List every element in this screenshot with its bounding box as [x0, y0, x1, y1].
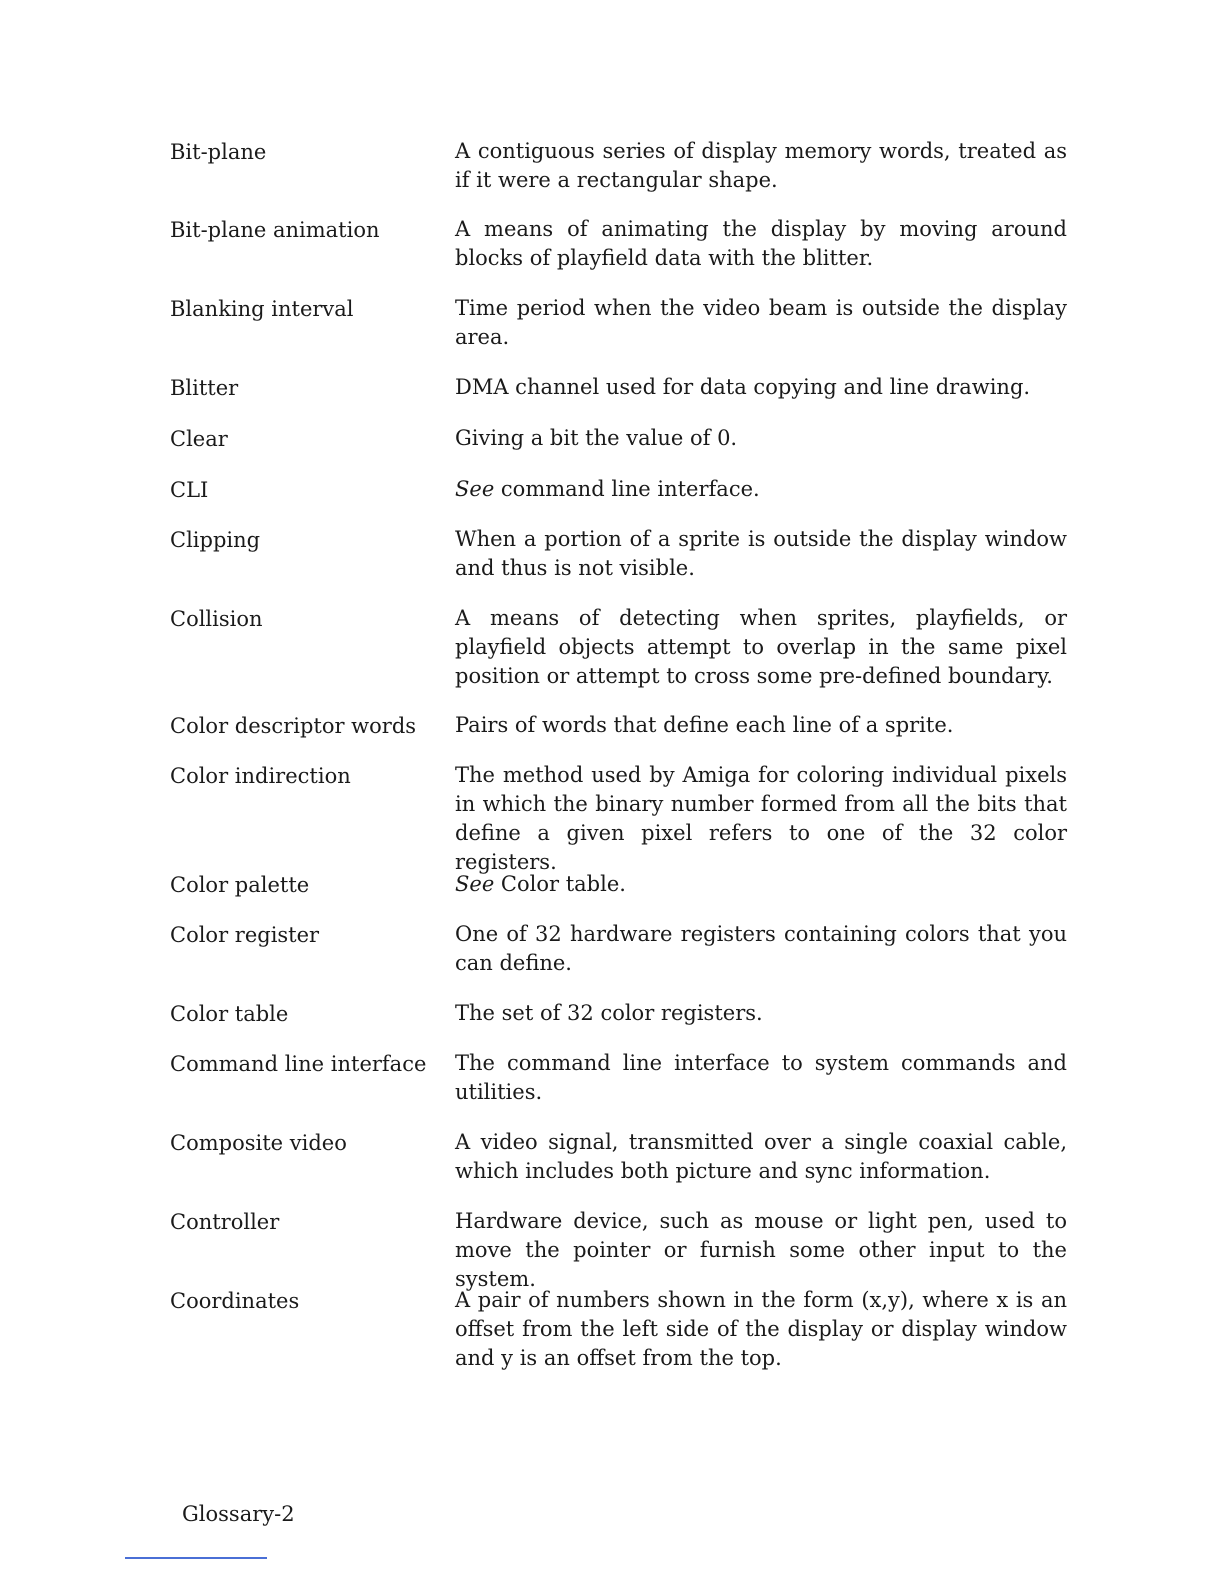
- glossary-term: Color descriptor words: [170, 714, 417, 738]
- bottom-rule: [125, 1557, 267, 1559]
- glossary-definition: Hardware device, such as mouse or light pen, used to move the pointer or furnish some other input to the system.: [455, 1209, 1067, 1291]
- glossary-term: Color table: [170, 1002, 289, 1026]
- glossary-term: Clear: [170, 427, 228, 451]
- cross-reference-text: command line interface.: [494, 477, 760, 501]
- glossary-definition: A means of detecting when sprites, playfields, or playfield objects attempt to overlap in the same pixel position or attempt to cross some pre-defined boundary.: [455, 606, 1067, 688]
- glossary-term: Bit-plane animation: [170, 218, 380, 242]
- cross-reference-text: Color table.: [494, 872, 626, 896]
- glossary-term: Color register: [170, 923, 320, 947]
- glossary-definition: The method used by Amiga for coloring individual pixels in which the binary number formed from all the bits that define a given pixel refers to one of the 32 color registers.: [455, 763, 1067, 874]
- see-reference: See: [455, 872, 495, 896]
- glossary-definition: One of 32 hardware registers containing colors that you can define.: [455, 922, 1067, 975]
- page-number: Glossary-2: [182, 1502, 295, 1526]
- glossary-definition: Giving a bit the value of 0.: [455, 426, 738, 450]
- glossary-definition: The command line interface to system commands and utilities.: [455, 1051, 1067, 1104]
- glossary-definition: A video signal, transmitted over a single coaxial cable, which includes both picture and sync information.: [455, 1130, 1067, 1183]
- glossary-definition: Time period when the video beam is outside the display area.: [455, 296, 1067, 349]
- glossary-term: Controller: [170, 1210, 280, 1234]
- glossary-definition: [455, 475, 1067, 504]
- glossary-term: CLI: [170, 478, 209, 502]
- glossary-term: Blanking interval: [170, 297, 354, 321]
- glossary-definition: Pairs of words that define each line of a sprite.: [455, 713, 954, 737]
- glossary-term: Blitter: [170, 376, 239, 400]
- glossary-definition: [455, 870, 1067, 899]
- glossary-definition: A means of animating the display by moving around blocks of playfield data with the blitter.: [455, 217, 1067, 270]
- glossary-term: Command line interface: [170, 1052, 427, 1076]
- glossary-definition: DMA channel used for data copying and line drawing.: [455, 375, 1031, 399]
- glossary-term: Clipping: [170, 528, 261, 552]
- glossary-definition: When a portion of a sprite is outside the display window and thus is not visible.: [455, 527, 1067, 580]
- glossary-term: Coordinates: [170, 1289, 300, 1313]
- glossary-term: Bit-plane: [170, 140, 267, 164]
- glossary-term: Collision: [170, 607, 263, 631]
- glossary-definition: A contiguous series of display memory words, treated as if it were a rectangular shape.: [455, 139, 1067, 192]
- see-reference: See: [455, 477, 495, 501]
- glossary-definition: The set of 32 color registers.: [455, 1001, 763, 1025]
- glossary-term: Color indirection: [170, 764, 351, 788]
- glossary-term: Composite video: [170, 1131, 347, 1155]
- glossary-definition: A pair of numbers shown in the form (x,y), where x is an offset from the left side of the display or display window and y is an offset from the top.: [455, 1288, 1067, 1370]
- glossary-term: Color palette: [170, 873, 310, 897]
